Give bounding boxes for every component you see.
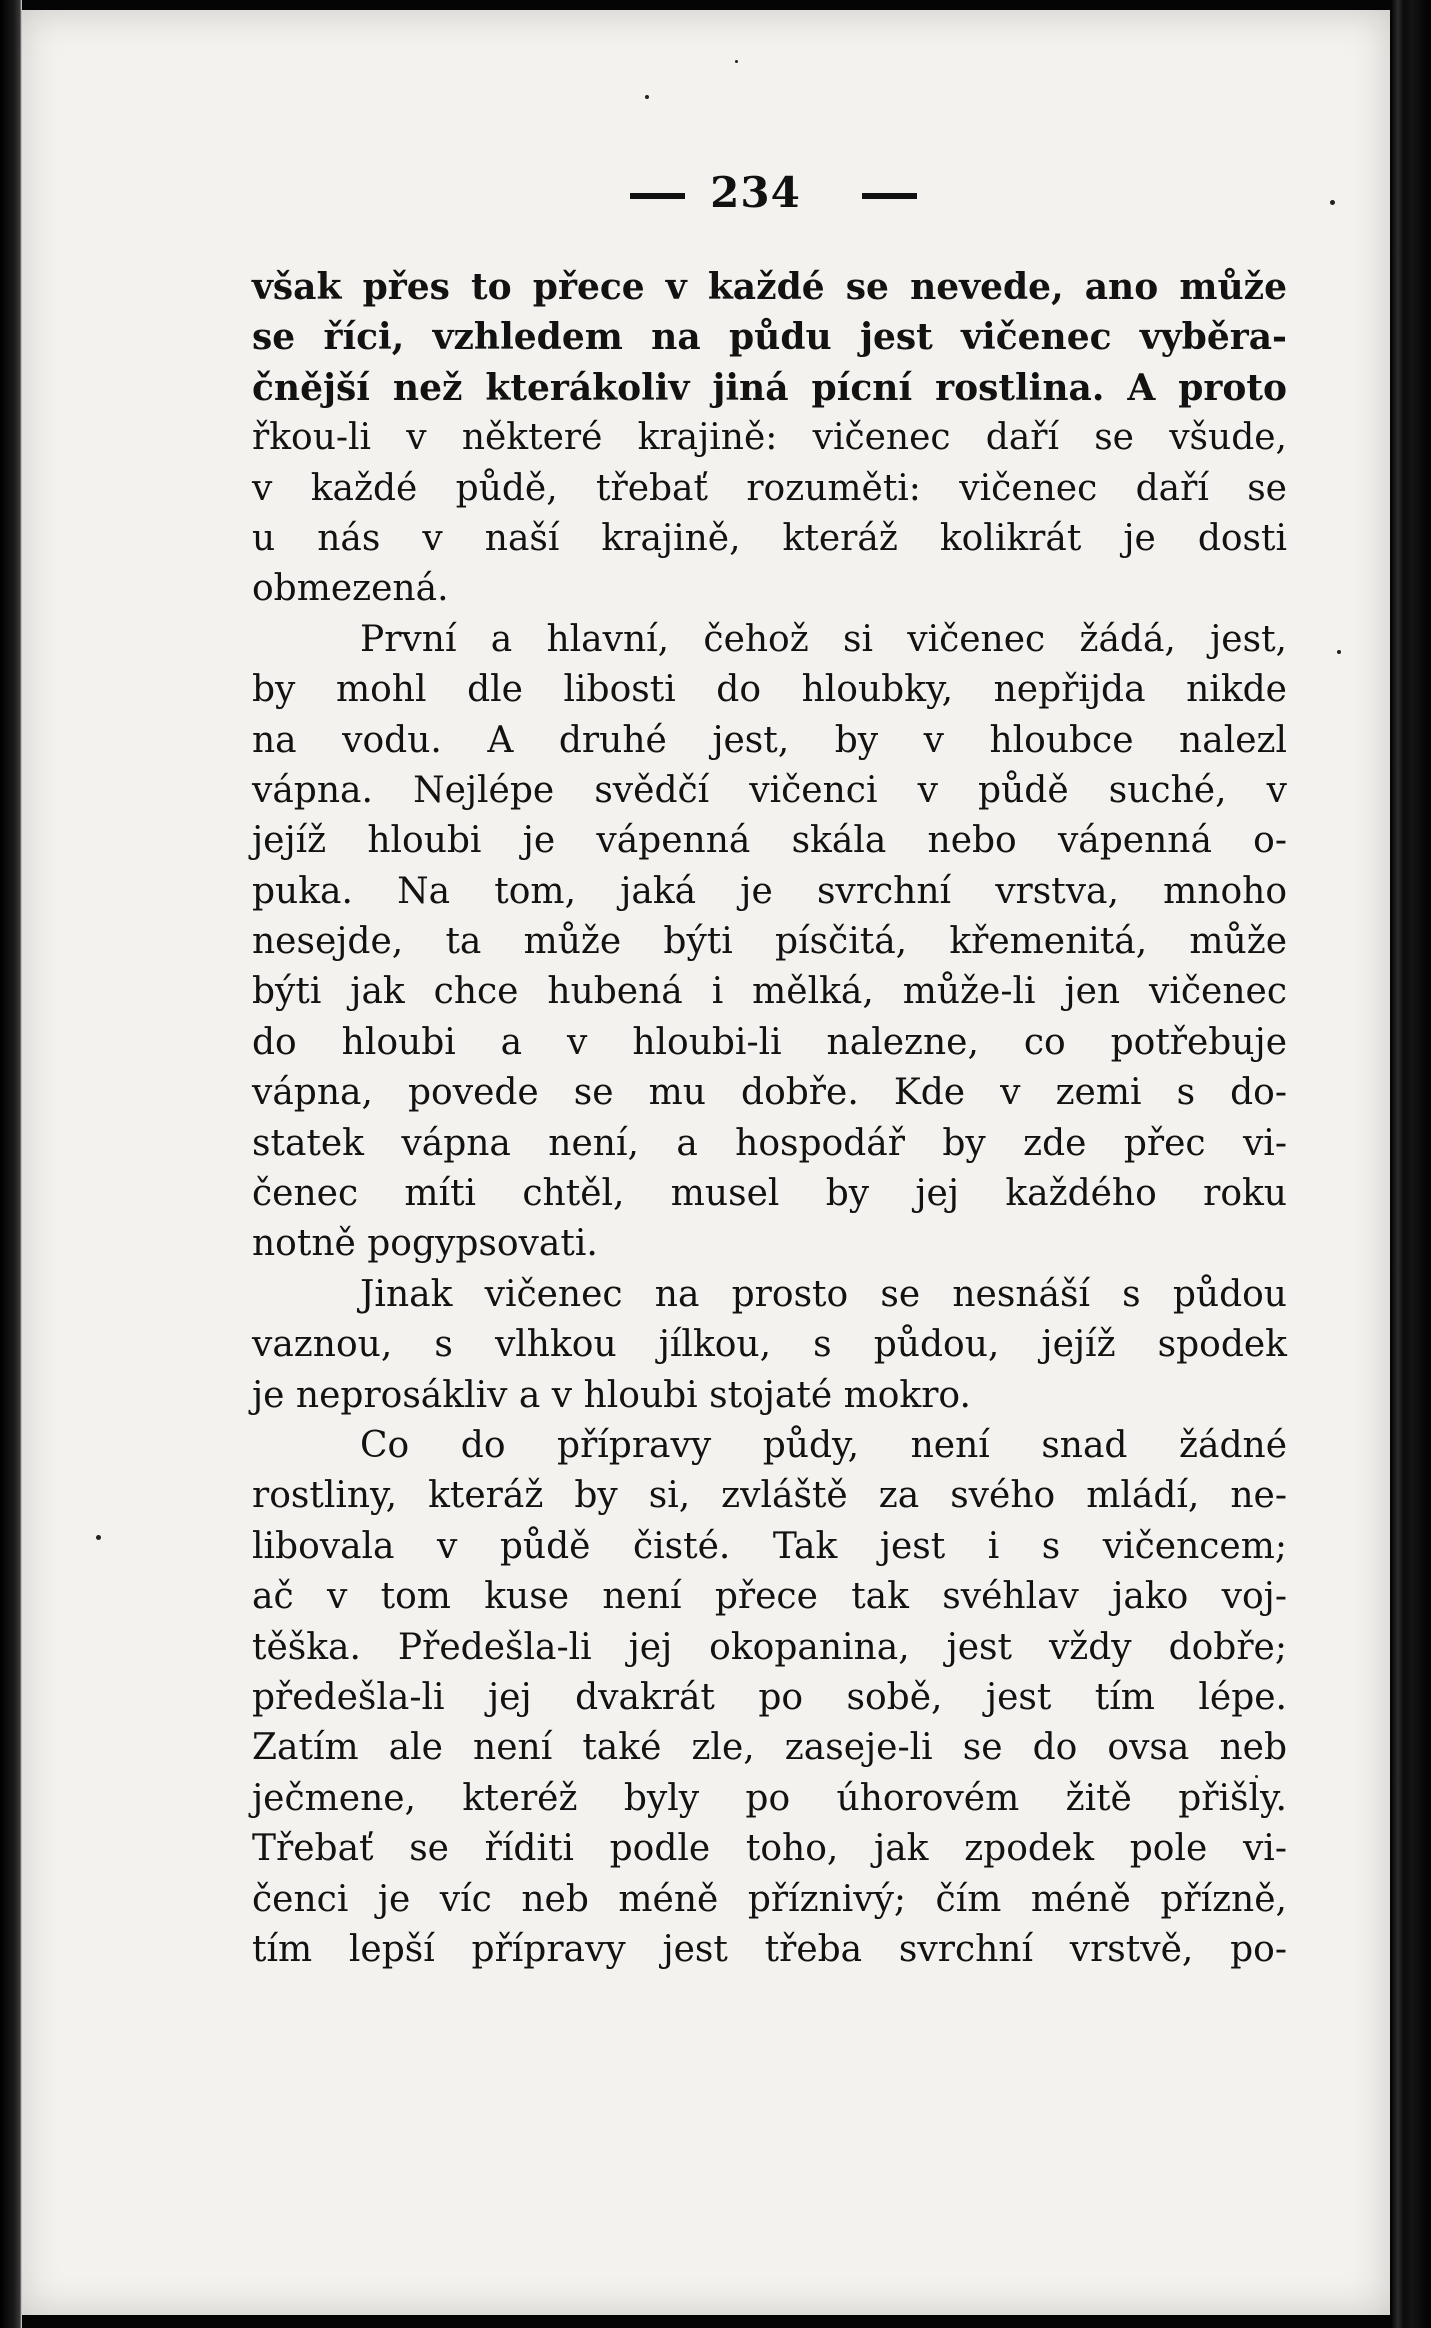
page-left-edge (0, 0, 22, 2328)
text-line: jejíž hloubi je vápenná skála nebo vápenná o- (252, 820, 1287, 862)
page-number: 234 (710, 168, 801, 217)
text-line: je neprosákliv a v hloubi stojaté mokro. (252, 1374, 971, 1416)
text-line: První a hlavní, čehož si vičenec žádá, jest, (360, 618, 1287, 660)
text-line: Co do přípravy půdy, není snad žádné (360, 1424, 1287, 1466)
scan-speck (1330, 200, 1335, 205)
text-line: vápna. Nejlépe svědčí vičenci v půdě suché, v (252, 769, 1287, 811)
text-line: by mohl dle libosti do hloubky, nepřijda nikde (252, 669, 1287, 711)
text-line: ječmene, kteréž byly po úhorovém žitě přišly. (252, 1777, 1287, 1819)
text-line: v každé půdě, třebať rozuměti: vičenec daří se (252, 467, 1287, 509)
text-line: vaznou, s vlhkou jílkou, s půdou, jejíž spodek (252, 1324, 1287, 1366)
scan-speck (735, 60, 738, 63)
text-line: do hloubi a v hloubi-li nalezne, co potřebuje (252, 1021, 1287, 1063)
text-line: obmezená. (252, 568, 449, 610)
text-line: u nás v naší krajině, kteráž kolikrát je dosti (252, 517, 1287, 559)
text-line: statek vápna není, a hospodář by zde přec vi- (252, 1122, 1287, 1164)
text-line: čnější než kterákoliv jiná pícní rostlina. A proto (252, 366, 1287, 409)
text-line: Třebať se říditi podle toho, jak zpodek pole vi- (252, 1828, 1287, 1870)
text-line: předešla-li jej dvakrát po sobě, jest tím lépe. (252, 1676, 1287, 1718)
text-line: tím lepší přípravy jest třeba svrchní vrstvě, po- (252, 1928, 1287, 1970)
page-right-edge (1392, 0, 1431, 2328)
text-line: býti jak chce hubená i mělká, může-li jen vičenec (252, 971, 1287, 1013)
header-dash-right (862, 193, 917, 199)
text-line: notně pogypsovati. (252, 1223, 598, 1265)
text-line: se říci, vzhledem na půdu jest vičenec vyběra- (252, 316, 1287, 359)
text-line: řkou-li v některé krajině: vičenec daří se všude, (252, 417, 1287, 459)
text-line: čenci je víc neb méně příznivý; čím méně přízně, (252, 1878, 1287, 1920)
scan-speck (96, 1535, 101, 1540)
text-line: vápna, povede se mu dobře. Kde v zemi s do- (252, 1072, 1287, 1114)
text-line: nesejde, ta může býti písčitá, křemenitá, může (252, 921, 1287, 963)
text-line: těška. Předešla-li jej okopanina, jest vždy dobře; (252, 1626, 1287, 1668)
text-line: čenec míti chtěl, musel by jej každého roku (252, 1173, 1287, 1215)
scan-speck (1337, 650, 1341, 654)
text-line: Jinak vičenec na prosto se nesnáší s půdou (360, 1273, 1287, 1315)
text-line: však přes to přece v každé se nevede, ano může (252, 266, 1287, 308)
text-line: na vodu. A druhé jest, by v hloubce nalezl (252, 719, 1287, 761)
page-header (0, 160, 1431, 230)
scan-speck (645, 95, 649, 99)
text-line: ač v tom kuse není přece tak svéhlav jako voj- (252, 1576, 1287, 1618)
text-line: Zatím ale není také zle, zaseje-li se do ovsa neb (252, 1727, 1287, 1769)
text-line: libovala v půdě čisté. Tak jest i s vičencem; (252, 1525, 1287, 1567)
text-line: puka. Na tom, jaká je svrchní vrstva, mnoho (252, 870, 1287, 912)
scan-speck (1255, 1775, 1258, 1778)
body-text (252, 262, 1287, 1975)
text-line: rostliny, kteráž by si, zvláště za svého mládí, ne- (252, 1475, 1287, 1517)
